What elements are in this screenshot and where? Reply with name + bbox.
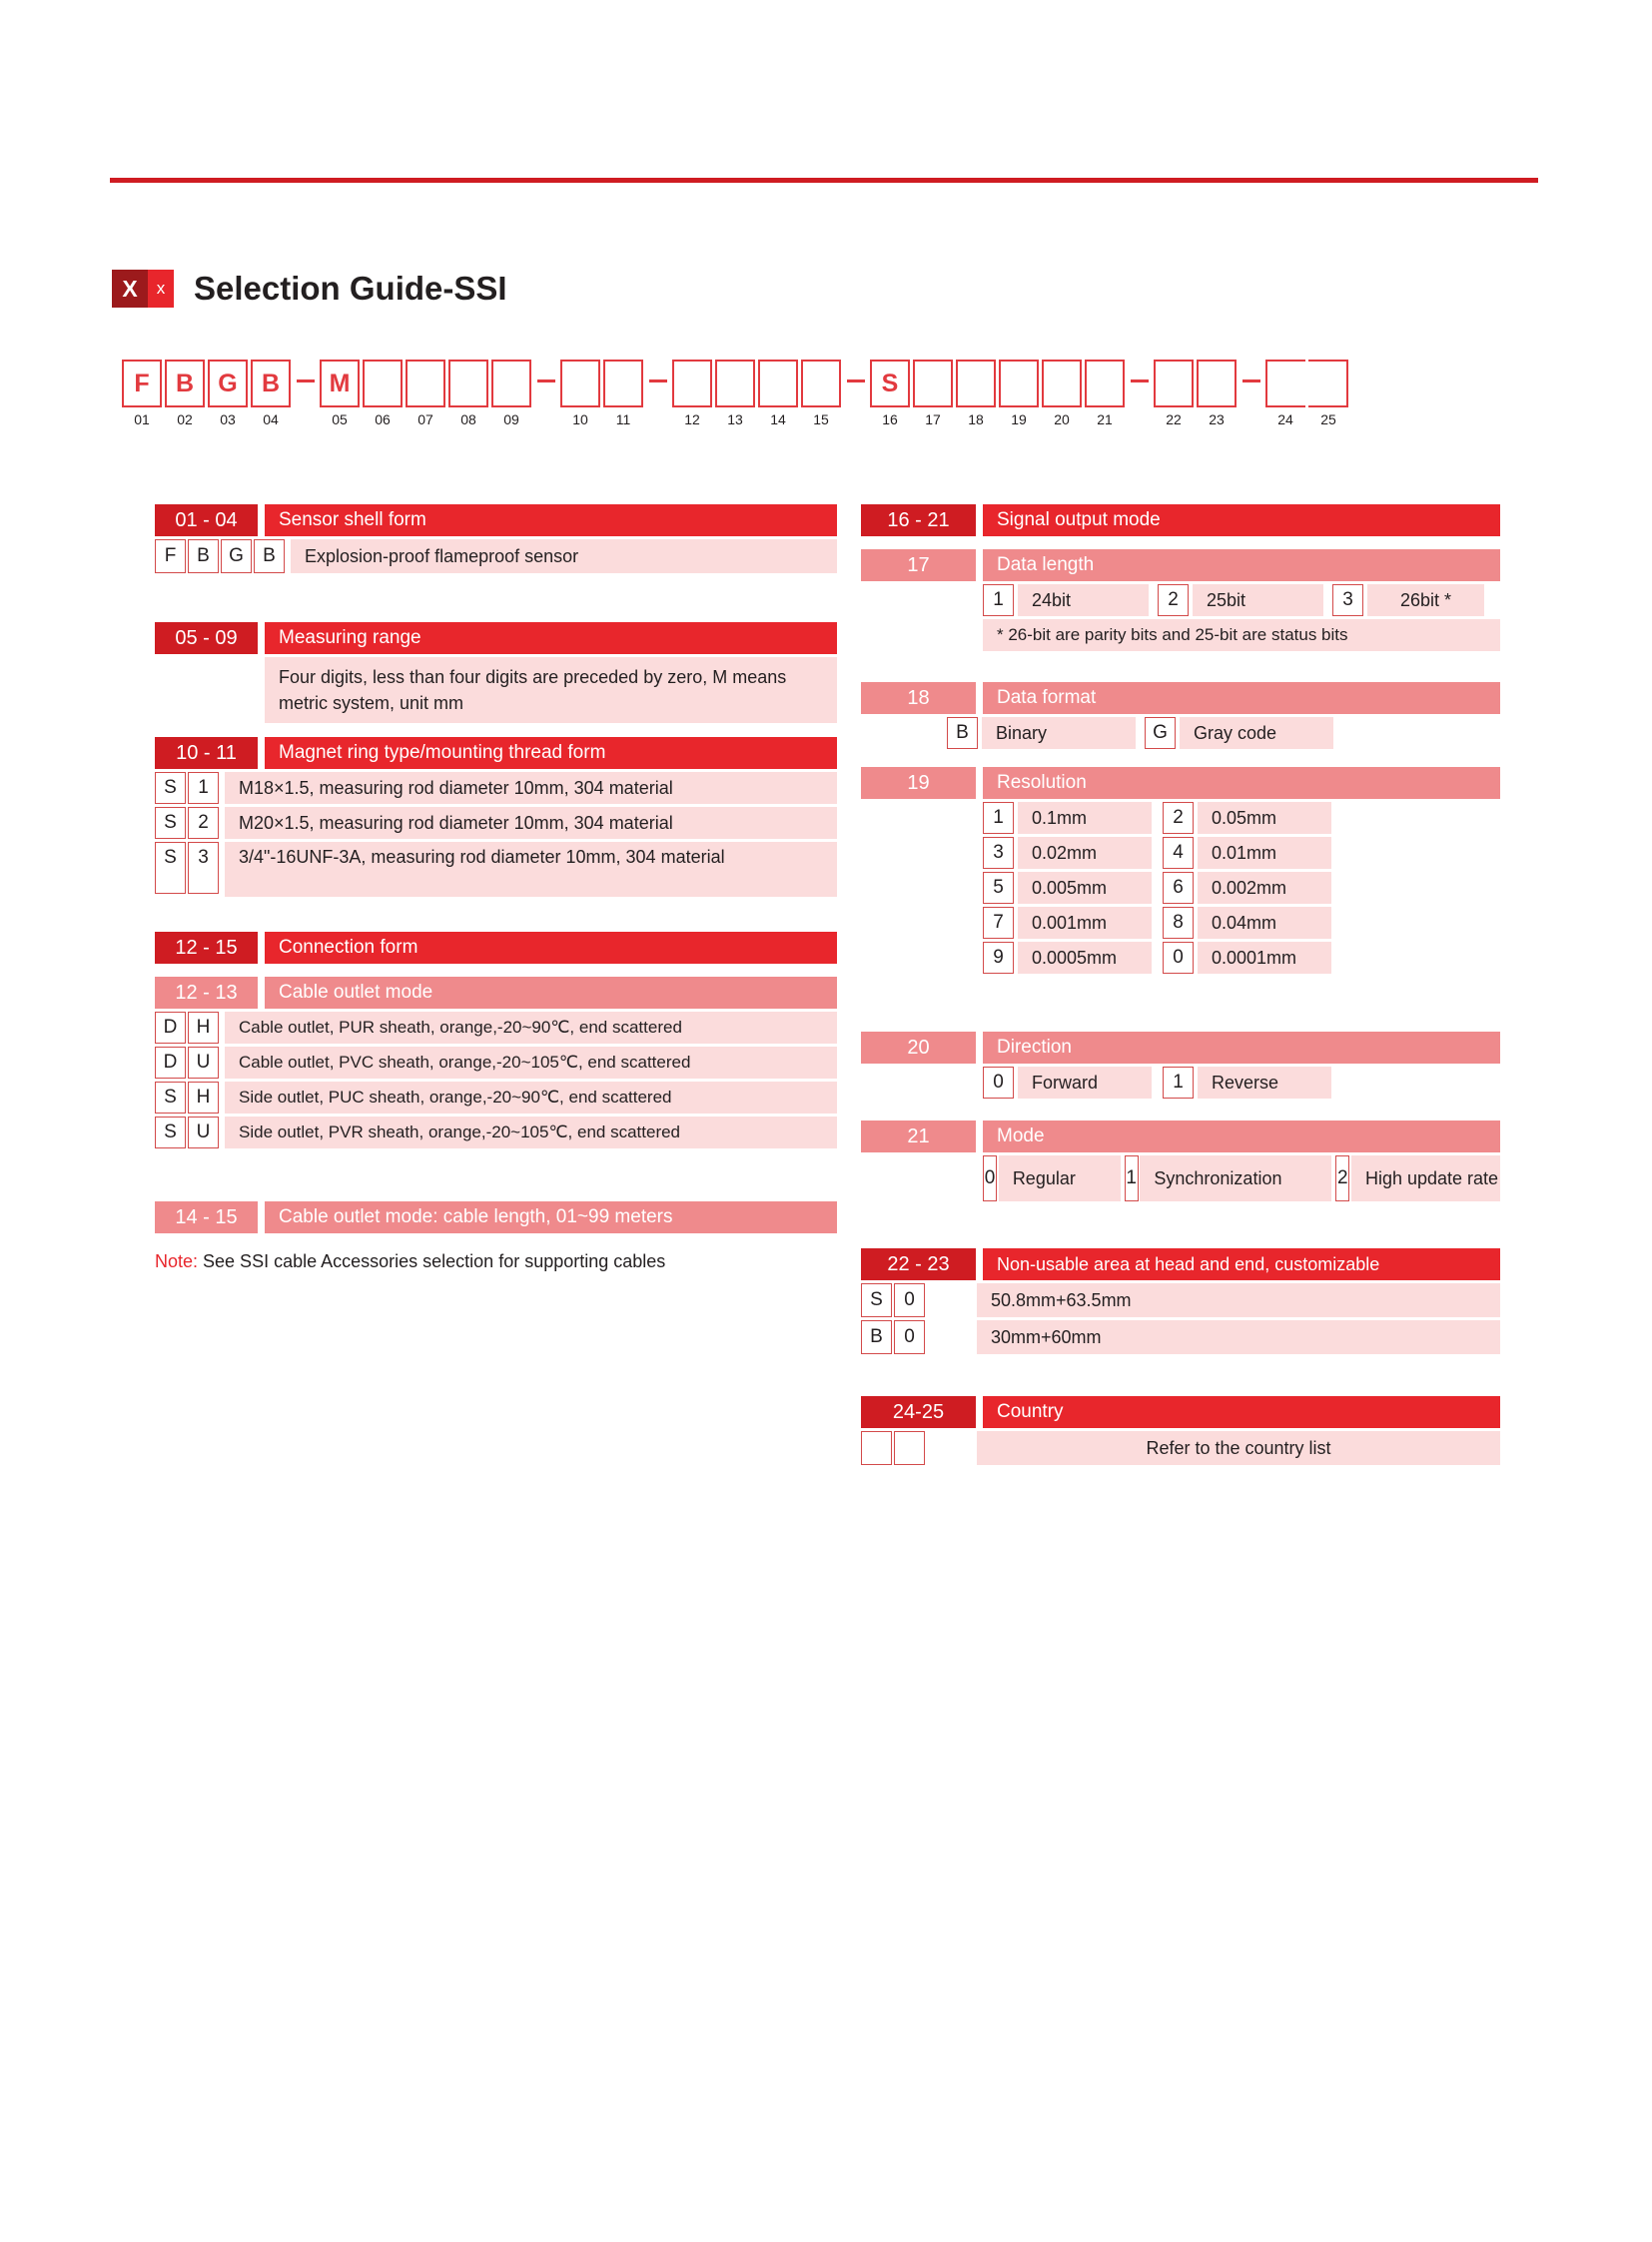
section-signal-output (861, 504, 1500, 536)
code-position-number: 11 (615, 411, 631, 427)
key-box: H (188, 1012, 219, 1044)
code-cell-24 (1265, 360, 1305, 407)
key-box: 4 (1163, 837, 1194, 869)
key-box: B (861, 1320, 892, 1354)
code-position-number: 25 (1320, 411, 1336, 427)
section-label: Sensor shell form (265, 504, 837, 536)
value-text: 0.005mm (1018, 872, 1152, 904)
code-position-number: 09 (503, 411, 519, 427)
value-text: 0.0001mm (1198, 942, 1331, 974)
key-box: S (155, 1117, 186, 1148)
value-text: Cable outlet, PVC sheath, orange,-20~105℃, end scattered (225, 1047, 837, 1079)
code-cell-04: B (251, 360, 291, 407)
key-box: U (188, 1047, 219, 1079)
section-header (861, 1121, 1500, 1152)
section-code: 05 - 09 (155, 622, 258, 654)
code-separator-dash (537, 379, 555, 382)
section-code: 21 (861, 1121, 976, 1152)
code-cell-13 (715, 360, 755, 407)
value-text: 0.1mm (1018, 802, 1152, 834)
key-box: 0 (1163, 942, 1194, 974)
code-cell-14 (758, 360, 798, 407)
code-position-number: 06 (375, 411, 391, 427)
table-row (155, 1117, 837, 1148)
key-box: 3 (983, 837, 1014, 869)
code-position-number: 02 (177, 411, 193, 427)
logo-x-primary: X (112, 270, 148, 308)
code-position-number: 04 (263, 411, 279, 427)
code-cell-12 (672, 360, 712, 407)
code-cell-02: B (165, 360, 205, 407)
section-resolution (861, 767, 1500, 974)
section-label: Resolution (983, 767, 1500, 799)
value-text: Cable outlet, PUR sheath, orange,-20~90℃, end scattered (225, 1012, 837, 1044)
page-title (112, 270, 507, 308)
key-box-empty (861, 1431, 892, 1465)
table-row (983, 907, 1500, 939)
value-text: M20×1.5, measuring rod diameter 10mm, 304 material (225, 807, 837, 839)
logo-x-secondary: x (148, 270, 174, 308)
footnote-row (983, 619, 1500, 651)
key-box: B (254, 539, 285, 573)
section-label: Measuring range (265, 622, 837, 654)
section-code: 10 - 11 (155, 737, 258, 769)
value-text: High update rate (1351, 1155, 1500, 1201)
code-cell-19 (999, 360, 1039, 407)
section-code: 12 - 13 (155, 977, 258, 1009)
code-position-number: 16 (882, 411, 898, 427)
table-row (983, 584, 1500, 616)
section-label: Data format (983, 682, 1500, 714)
code-cell-06 (363, 360, 403, 407)
key-box: S (155, 1082, 186, 1114)
key-box: 3 (188, 842, 219, 894)
table-row (155, 842, 837, 897)
value-text: Explosion-proof flameproof sensor (291, 539, 837, 573)
code-position-number: 23 (1209, 411, 1225, 427)
value-text: 0.002mm (1198, 872, 1331, 904)
section-connection-form (155, 932, 837, 964)
key-box: 9 (983, 942, 1014, 974)
section-header (861, 682, 1500, 714)
code-cell-05: M (320, 360, 360, 407)
key-box: 2 (1158, 584, 1189, 616)
key-box: S (861, 1283, 892, 1317)
section-code: 01 - 04 (155, 504, 258, 536)
key-box: 6 (1163, 872, 1194, 904)
value-text: Gray code (1180, 717, 1333, 749)
value-text: 0.04mm (1198, 907, 1331, 939)
key-box: S (155, 842, 186, 894)
key-box: 1 (983, 802, 1014, 834)
value-text: M18×1.5, measuring rod diameter 10mm, 304 material (225, 772, 837, 804)
code-position-number: 22 (1166, 411, 1182, 427)
code-cell-01: F (122, 360, 162, 407)
section-cable-outlet-mode (155, 977, 837, 1148)
note (155, 1251, 665, 1272)
key-box: 0 (983, 1155, 997, 1201)
value-text: 26bit * (1367, 584, 1484, 616)
section-cable-length (155, 1201, 837, 1233)
key-box: B (188, 539, 219, 573)
table-row (861, 1431, 1500, 1465)
key-box: 2 (1335, 1155, 1349, 1201)
key-box: D (155, 1012, 186, 1044)
value-text: Side outlet, PUC sheath, orange,-20~90℃, end scattered (225, 1082, 837, 1114)
code-cell-20 (1042, 360, 1082, 407)
code-cell-15 (801, 360, 841, 407)
code-separator-dash (649, 379, 667, 382)
key-box: S (155, 807, 186, 839)
value-text: Synchronization (1140, 1155, 1331, 1201)
code-cell-17 (913, 360, 953, 407)
code-cell-07 (406, 360, 445, 407)
value-text: 25bit (1193, 584, 1323, 616)
value-text: Refer to the country list (977, 1431, 1500, 1465)
key-box: 1 (1163, 1067, 1194, 1099)
section-sensor-shell (155, 504, 837, 573)
value-text: Four digits, less than four digits are preceded by zero, M means metric system, unit mm (265, 657, 837, 723)
value-text: Side outlet, PVR sheath, orange,-20~105℃, end scattered (225, 1117, 837, 1148)
code-position-number: 10 (572, 411, 588, 427)
key-box: 1 (1125, 1155, 1139, 1201)
code-position-number: 12 (684, 411, 700, 427)
section-label: Cable outlet mode: cable length, 01~99 meters (265, 1201, 837, 1233)
section-code: 19 (861, 767, 976, 799)
section-label: Connection form (265, 932, 837, 964)
key-box: B (947, 717, 978, 749)
section-code: 14 - 15 (155, 1201, 258, 1233)
section-label: Magnet ring type/mounting thread form (265, 737, 837, 769)
code-position-number: 13 (727, 411, 743, 427)
footnote-text: * 26-bit are parity bits and 25-bit are status bits (983, 619, 1500, 651)
key-box: 8 (1163, 907, 1194, 939)
code-cell-08 (448, 360, 488, 407)
section-header (861, 1396, 1500, 1428)
table-row (155, 1047, 837, 1079)
code-position-number: 15 (813, 411, 829, 427)
section-header (155, 932, 837, 964)
value-text: Forward (1018, 1067, 1152, 1099)
section-label: Non-usable area at head and end, customizable (983, 1248, 1500, 1280)
key-box: S (155, 772, 186, 804)
section-mode (861, 1121, 1500, 1201)
code-position-number: 08 (460, 411, 476, 427)
key-box: 0 (983, 1067, 1014, 1099)
section-header (861, 1032, 1500, 1064)
table-row (861, 1283, 1500, 1317)
section-label: Direction (983, 1032, 1500, 1064)
value-text: 0.0005mm (1018, 942, 1152, 974)
section-header (155, 977, 837, 1009)
code-cell-21 (1085, 360, 1125, 407)
section-code: 16 - 21 (861, 504, 976, 536)
table-row (983, 942, 1500, 974)
key-box: 1 (983, 584, 1014, 616)
code-position-number: 07 (417, 411, 433, 427)
code-position-number: 17 (925, 411, 941, 427)
section-label: Signal output mode (983, 504, 1500, 536)
code-separator-dash (297, 379, 315, 382)
section-direction (861, 1032, 1500, 1099)
key-box: D (155, 1047, 186, 1079)
section-header (861, 504, 1500, 536)
code-cell-18 (956, 360, 996, 407)
value-text: 0.02mm (1018, 837, 1152, 869)
value-text: Regular (999, 1155, 1121, 1201)
note-label: Note: (155, 1251, 199, 1271)
table-row (861, 1320, 1500, 1354)
table-row (155, 1012, 837, 1044)
table-row (947, 717, 1500, 749)
model-code-string (60, 360, 1618, 449)
code-position-number: 24 (1277, 411, 1293, 427)
section-country (861, 1396, 1500, 1465)
code-position-number: 18 (968, 411, 984, 427)
table-row (155, 807, 837, 839)
value-text: 50.8mm+63.5mm (977, 1283, 1500, 1317)
section-nonusable-area (861, 1248, 1500, 1354)
code-separator-dash (1131, 379, 1149, 382)
code-cell-16: S (870, 360, 910, 407)
section-label: Data length (983, 549, 1500, 581)
section-measuring-range (155, 622, 837, 723)
key-box: 2 (1163, 802, 1194, 834)
section-label: Mode (983, 1121, 1500, 1152)
section-header (155, 622, 837, 654)
value-text: 24bit (1018, 584, 1149, 616)
code-position-number: 14 (770, 411, 786, 427)
code-cell-22 (1154, 360, 1194, 407)
code-position-number: 19 (1011, 411, 1027, 427)
section-code: 22 - 23 (861, 1248, 976, 1280)
code-cell-10 (560, 360, 600, 407)
note-text: See SSI cable Accessories selection for supporting cables (198, 1251, 666, 1271)
code-cell-11 (603, 360, 643, 407)
section-label: Cable outlet mode (265, 977, 837, 1009)
key-box: G (1145, 717, 1176, 749)
value-text: Binary (982, 717, 1136, 749)
value-text: 30mm+60mm (977, 1320, 1500, 1354)
table-row (155, 539, 837, 573)
code-position-number: 01 (134, 411, 150, 427)
code-cell-25 (1308, 360, 1348, 407)
section-header (155, 1201, 837, 1233)
section-header (155, 737, 837, 769)
section-magnet-ring (155, 737, 837, 897)
title-text: Selection Guide-SSI (194, 270, 507, 307)
section-header (861, 549, 1500, 581)
key-box: 3 (1332, 584, 1363, 616)
section-code: 17 (861, 549, 976, 581)
key-box: 2 (188, 807, 219, 839)
table-row (983, 802, 1500, 834)
key-box: 1 (188, 772, 219, 804)
key-box: 0 (894, 1320, 925, 1354)
code-position-number: 20 (1054, 411, 1070, 427)
code-position-number: 05 (332, 411, 348, 427)
code-cell-09 (491, 360, 531, 407)
key-box: 5 (983, 872, 1014, 904)
key-box: 7 (983, 907, 1014, 939)
value-text: Reverse (1198, 1067, 1331, 1099)
table-row (155, 1082, 837, 1114)
code-cell-23 (1197, 360, 1237, 407)
section-code: 20 (861, 1032, 976, 1064)
table-row (983, 872, 1500, 904)
section-code: 24-25 (861, 1396, 976, 1428)
key-box-empty (894, 1431, 925, 1465)
section-data-format (861, 682, 1500, 749)
key-box: F (155, 539, 186, 573)
table-row (983, 1067, 1500, 1099)
table-row (983, 837, 1500, 869)
value-text: 0.05mm (1198, 802, 1331, 834)
value-text: 0.001mm (1018, 907, 1152, 939)
section-header (155, 504, 837, 536)
section-code: 12 - 15 (155, 932, 258, 964)
section-header (861, 767, 1500, 799)
code-cell-03: G (208, 360, 248, 407)
section-data-length (861, 549, 1500, 651)
key-box: H (188, 1082, 219, 1114)
section-label: Country (983, 1396, 1500, 1428)
table-row (155, 657, 837, 723)
table-row (155, 772, 837, 804)
value-text: 0.01mm (1198, 837, 1331, 869)
table-row (983, 1155, 1500, 1201)
key-box: G (221, 539, 252, 573)
code-separator-dash (1242, 379, 1260, 382)
top-rule (110, 178, 1538, 183)
key-box: U (188, 1117, 219, 1148)
value-text: 3/4"-16UNF-3A, measuring rod diameter 10mm, 304 material (225, 842, 837, 897)
code-position-number: 21 (1097, 411, 1113, 427)
section-code: 18 (861, 682, 976, 714)
key-box: 0 (894, 1283, 925, 1317)
code-separator-dash (847, 379, 865, 382)
code-position-number: 03 (220, 411, 236, 427)
section-header (861, 1248, 1500, 1280)
